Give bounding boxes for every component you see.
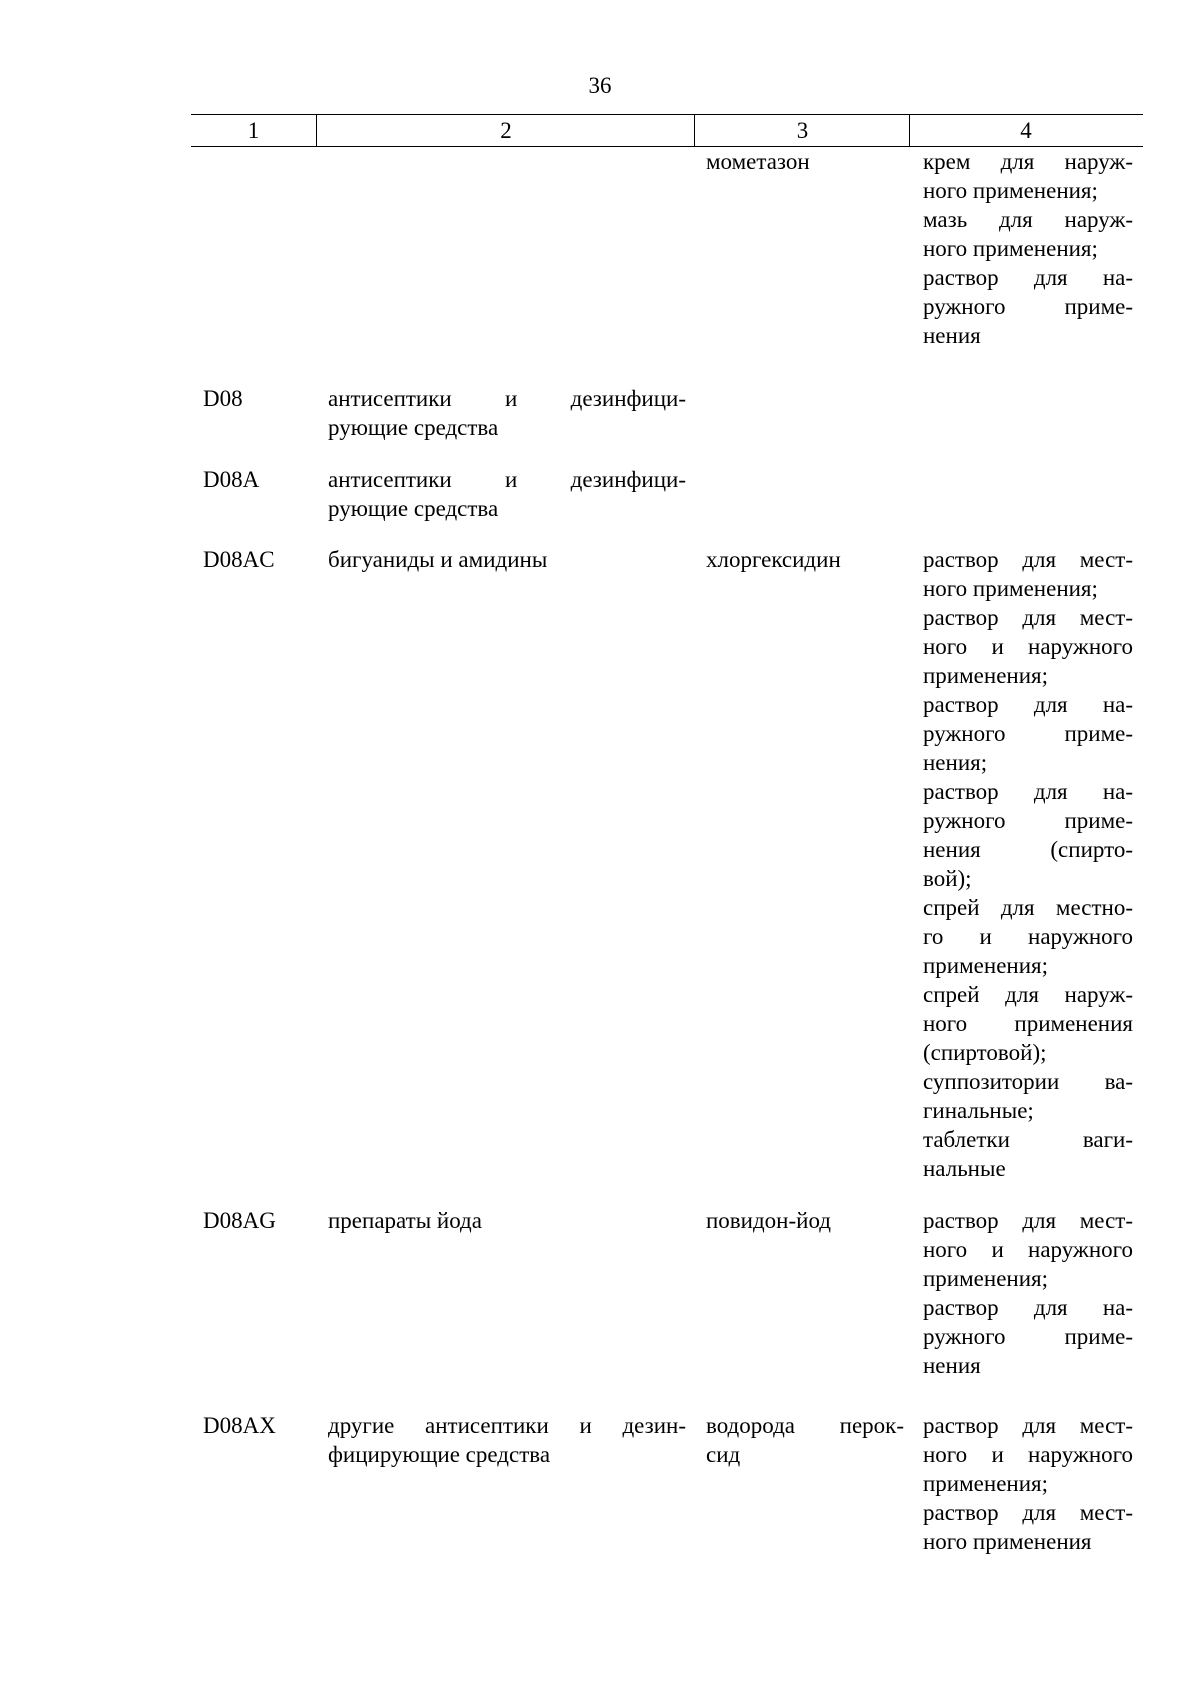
group-name-cell — [328, 545, 686, 574]
cell-line: антисептики и дезинфици- — [328, 386, 686, 411]
atc-code-cell: D08 — [203, 386, 243, 411]
substance-cell — [706, 1206, 904, 1235]
dosage-forms-cell — [923, 545, 1133, 1183]
cell-line: применения; — [923, 953, 1048, 978]
header-col-3: 3 — [694, 115, 910, 146]
table-header — [191, 114, 1143, 147]
cell-line: сид — [706, 1442, 741, 1467]
cell-line: ружного приме- — [923, 808, 1133, 833]
cell-line: раствор для мест- — [923, 547, 1133, 572]
cell-line: бигуаниды и амидины — [328, 547, 548, 572]
cell-line: спрей для местно- — [923, 895, 1133, 920]
cell-line: раствор для на- — [923, 1295, 1133, 1320]
cell-line: ного и наружного — [923, 1442, 1133, 1467]
group-name-cell — [328, 1411, 686, 1469]
cell-line: (спиртовой); — [923, 1040, 1047, 1065]
dosage-forms-cell — [923, 1411, 1133, 1556]
cell-line: ружного приме- — [923, 294, 1133, 319]
cell-line: раствор для на- — [923, 779, 1133, 804]
cell-line: ного применения; — [923, 236, 1098, 261]
cell-line: раствор для мест- — [923, 1500, 1133, 1525]
substance-cell — [706, 1411, 904, 1469]
cell-line: применения; — [923, 663, 1048, 688]
cell-line: таблетки ваги- — [923, 1127, 1133, 1152]
cell-line: ружного приме- — [923, 1324, 1133, 1349]
cell-line: применения; — [923, 1266, 1048, 1291]
group-name-cell — [328, 1206, 686, 1235]
cell-line: ного применения — [923, 1529, 1092, 1554]
atc-code-cell: D08AC — [203, 547, 275, 572]
cell-line: ного и наружного — [923, 634, 1133, 659]
cell-line: суппозитории ва- — [923, 1069, 1133, 1094]
cell-line: раствор для на- — [923, 265, 1133, 290]
cell-line: водорода перок- — [706, 1413, 904, 1438]
cell-line: ного применения; — [923, 178, 1098, 203]
group-name-cell — [328, 384, 686, 442]
header-col-1: 1 — [247, 118, 260, 143]
cell-line: мазь для наруж- — [923, 207, 1133, 232]
header-col-2: 2 — [316, 115, 695, 146]
cell-line: хлоргексидин — [706, 547, 841, 572]
header-col-4: 4 — [909, 115, 1142, 146]
cell-line: фицирующие средства — [328, 1442, 551, 1467]
cell-line: нения — [923, 323, 981, 348]
cell-line: ружного приме- — [923, 721, 1133, 746]
cell-line: другие антисептики и дезин- — [328, 1413, 686, 1438]
cell-line: антисептики и дезинфици- — [328, 467, 686, 492]
cell-line: го и наружного — [923, 924, 1133, 949]
cell-line: нения (спирто- — [923, 837, 1133, 862]
cell-line: нения; — [923, 750, 988, 775]
cell-line: раствор для мест- — [923, 1208, 1133, 1233]
group-name-cell — [328, 465, 686, 523]
cell-line: применения; — [923, 1471, 1048, 1496]
cell-line: нения — [923, 1353, 981, 1378]
cell-line: препараты йода — [328, 1208, 482, 1233]
cell-line: ного применения; — [923, 576, 1098, 601]
cell-line: рующие средства — [328, 415, 499, 440]
page-number: 36 — [588, 73, 612, 98]
substance-cell — [706, 545, 904, 574]
cell-line: ного и наружного — [923, 1237, 1133, 1262]
cell-line: раствор для на- — [923, 692, 1133, 717]
cell-line: вой); — [923, 866, 972, 891]
cell-line: раствор для мест- — [923, 1413, 1133, 1438]
cell-line: спрей для наруж- — [923, 982, 1133, 1007]
cell-line: крем для наруж- — [923, 149, 1133, 174]
cell-line: гинальные; — [923, 1098, 1034, 1123]
cell-line: мометазон — [706, 149, 810, 174]
cell-line: нальные — [923, 1156, 1006, 1181]
cell-line: рующие средства — [328, 496, 499, 521]
atc-code-cell: D08AX — [203, 1413, 276, 1438]
dosage-forms-cell — [923, 1206, 1133, 1380]
cell-line: раствор для мест- — [923, 605, 1133, 630]
cell-line: повидон-йод — [706, 1208, 831, 1233]
atc-code-cell: D08A — [203, 467, 260, 492]
dosage-forms-cell — [923, 147, 1133, 350]
atc-code-cell: D08AG — [203, 1208, 276, 1233]
cell-line: ного применения — [923, 1011, 1133, 1036]
substance-cell — [706, 147, 904, 176]
